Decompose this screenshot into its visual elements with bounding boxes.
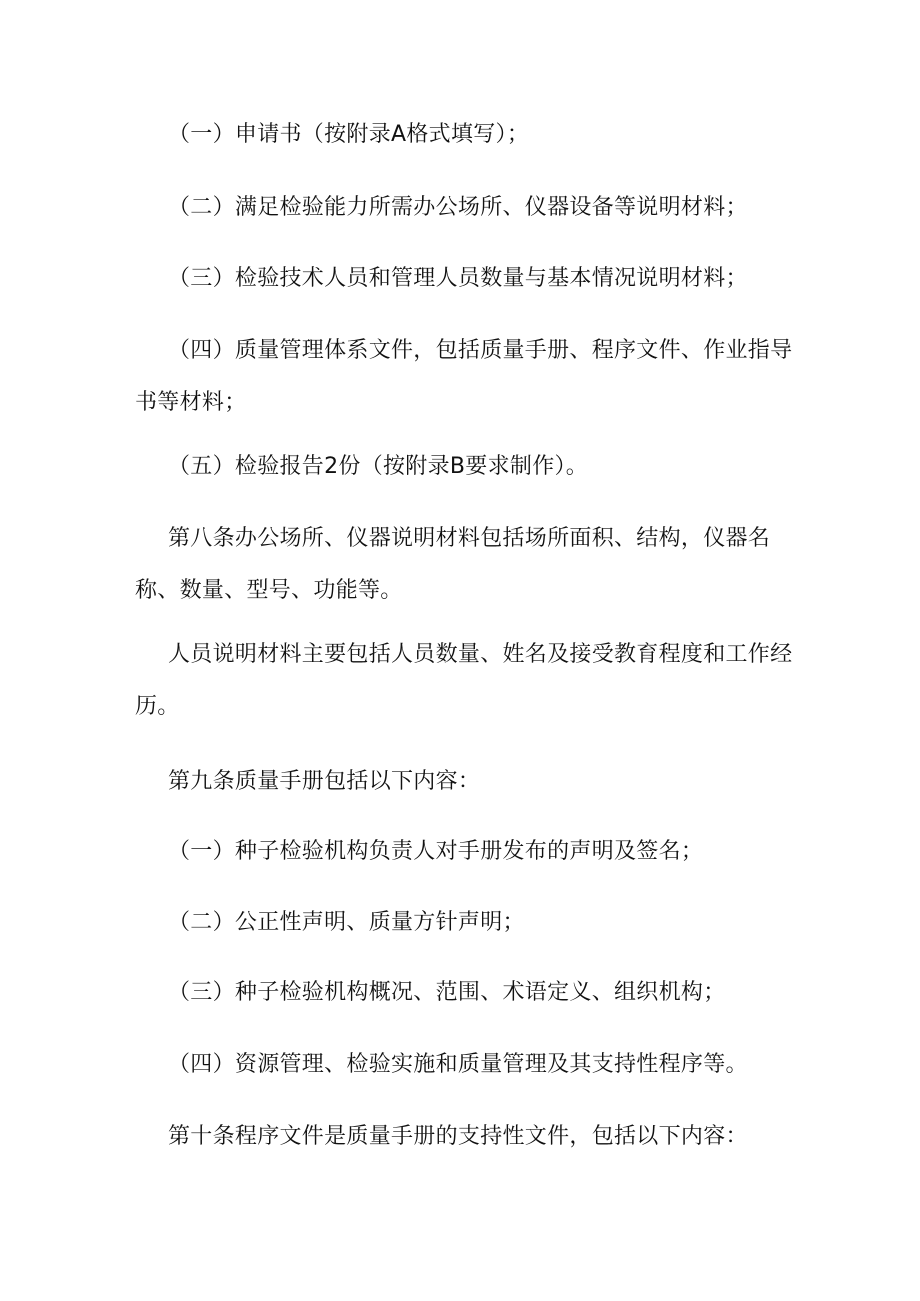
manual-item-impartiality: （二）公正性声明、质量方针声明；	[168, 910, 525, 935]
item-office-equipment-materials: （二）满足检验能力所需办公场所、仪器设备等说明材料；	[168, 195, 748, 220]
item-inspection-reports: （五）检验报告2份（按附录B要求制作）。	[168, 454, 589, 479]
manual-item-overview: （三）种子检验机构概况、范围、术语定义、组织机构；	[168, 980, 726, 1005]
article-9-paragraph: 第九条质量手册包括以下内容：	[168, 769, 481, 794]
item-personnel-materials: （三）检验技术人员和管理人员数量与基本情况说明材料；	[168, 266, 748, 291]
item-application-form: （一）申请书（按附录A格式填写）；	[168, 122, 530, 147]
article-10-paragraph: 第十条程序文件是质量手册的支持性文件，包括以下内容：	[168, 1124, 748, 1149]
personnel-description-paragraph: 人员说明材料主要包括人员数量、姓名及接受教育程度和工作经历。	[135, 642, 793, 719]
manual-item-declaration: （一）种子检验机构负责人对手册发布的声明及签名；	[168, 839, 704, 864]
article-8-paragraph: 第八条办公场所、仪器说明材料包括场所面积、结构，仪器名称、数量、型号、功能等。	[135, 526, 771, 603]
item-quality-system-documents: （四）质量管理体系文件，包括质量手册、程序文件、作业指导书等材料；	[135, 338, 793, 415]
manual-item-resource-management: （四）资源管理、检验实施和质量管理及其支持性程序等。	[168, 1052, 748, 1077]
